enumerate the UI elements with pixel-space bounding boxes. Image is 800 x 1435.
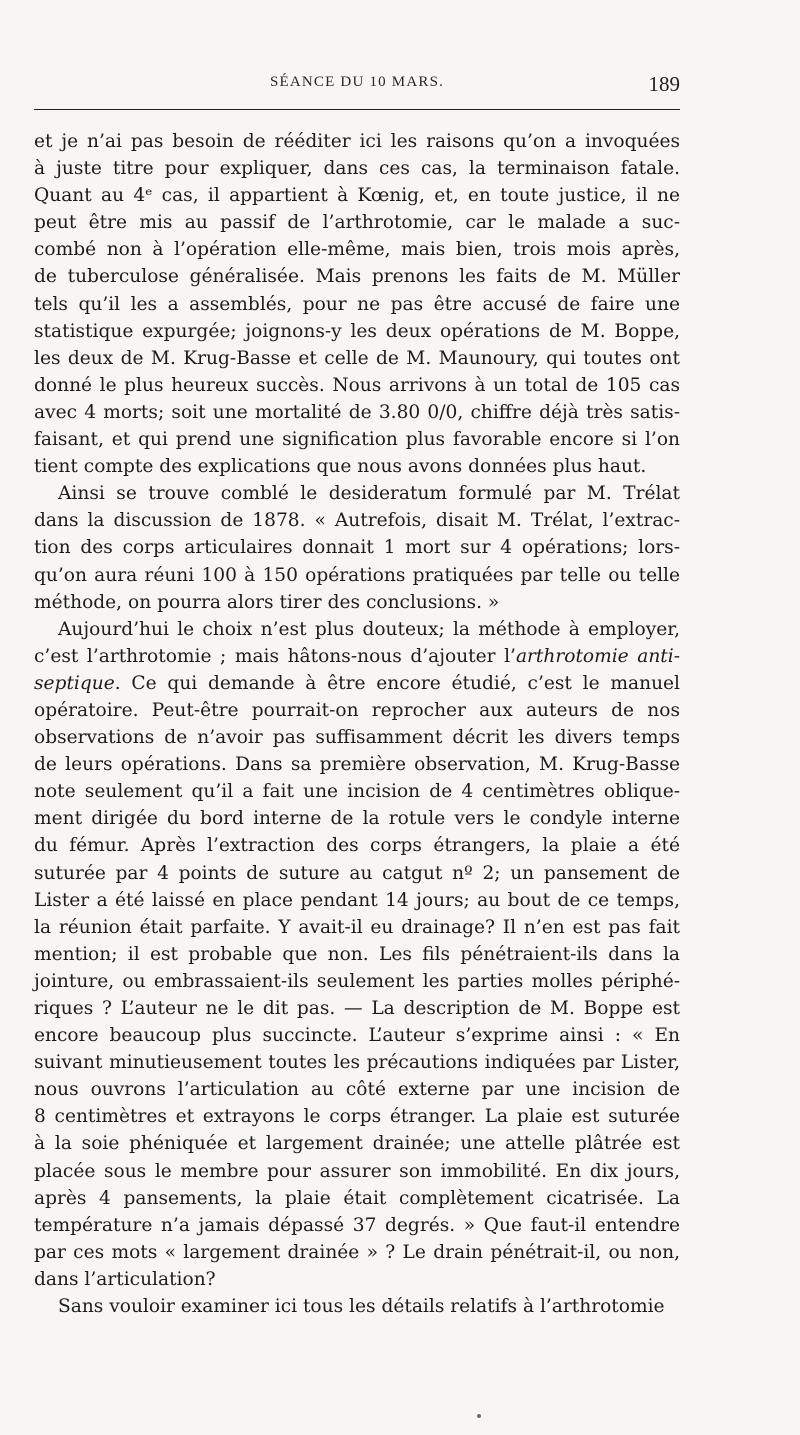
text-line: par ces mots « largement drainée » ? Le drain pénétrait-il, ou non,: [34, 1241, 680, 1263]
text-line: Quant au 4ᵉ cas, il appartient à Kœnig, et, en toute justice, il ne: [34, 185, 680, 207]
text-line: Sans vouloir examiner ici tous les détails relatifs à l’arthrotomie: [58, 1296, 665, 1318]
ink-speck-mark: [477, 1414, 481, 1418]
text-line: et je n’ai pas besoin de rééditer ici les raisons qu’on a invoquées: [34, 131, 680, 152]
text-line: encore beaucoup plus succincte. L’auteur s’exprime ainsi : « En: [34, 1025, 680, 1047]
text-line: ment dirigée du bord interne de la rotule vers le condyle interne: [34, 808, 680, 830]
text-line: c’est l’arthrotomie ; mais hâtons-nous d’ajouter l’arthrotomie anti-: [34, 645, 680, 667]
text-line: statistique expurgée; joignons-y les deux opérations de M. Boppe,: [34, 320, 680, 342]
text-line: jointure, ou embrassaient-ils seulement les parties molles périphé-: [34, 970, 680, 992]
text-line: la réunion était parfaite. Y avait-il eu drainage? Il n’en est pas fait: [34, 916, 680, 938]
text-line: Ainsi se trouve comblé le desideratum formulé par M. Trélat: [58, 483, 680, 505]
running-title: SÉANCE DU 10 MARS.: [269, 74, 445, 90]
text-line: qu’on aura réuni 100 à 150 opérations pratiquées par telle ou telle: [34, 564, 680, 586]
text-line: combé non à l’opération elle-même, mais bien, trois mois après,: [34, 239, 680, 261]
text-line: méthode, on pourra alors tirer des conclusions. »: [34, 591, 500, 613]
page-number: 189: [648, 72, 680, 96]
text-line: tels qu’il les a assemblés, pour ne pas être accusé de faire une: [34, 293, 680, 315]
text-line: du fémur. Après l’extraction des corps étrangers, la plaie a été: [34, 835, 680, 857]
text-line: suturée par 4 points de suture au catgut nº 2; un pansement de: [34, 862, 680, 884]
text-line: note seulement qu’il a fait une incision de 4 centimètres oblique-: [34, 781, 680, 803]
text-line: 8 centimètres et extrayons le corps étranger. La plaie est suturée: [34, 1106, 680, 1128]
text-line: les deux de M. Krug-Basse et celle de M. Maunoury, qui toutes ont: [34, 347, 680, 369]
text-line: de leurs opérations. Dans sa première observation, M. Krug-Basse: [34, 754, 680, 776]
text-line: riques ? L’auteur ne le dit pas. — La description de M. Boppe est: [34, 998, 680, 1019]
header-rule: [34, 109, 680, 110]
text-line: dans la discussion de 1878. « Autrefois, disait M. Trélat, l’extrac-: [34, 510, 680, 532]
text-line: observations de n’avoir pas suffisamment décrit les divers temps: [34, 727, 680, 749]
body-text: [34, 128, 680, 1320]
italic-phrase: septique: [34, 672, 115, 694]
text-line: température n’a jamais dépassé 37 degrés. » Que faut-il entendre: [34, 1214, 680, 1236]
text-line: Aujourd’hui le choix n’est plus douteux; la méthode à employer,: [58, 618, 680, 640]
text-line: dans l’articulation?: [34, 1268, 216, 1290]
italic-phrase: arthrotomie anti-: [515, 645, 680, 667]
page-header: [34, 72, 680, 100]
text-line: à juste titre pour expliquer, dans ces cas, la terminaison fatale.: [34, 158, 680, 180]
text-line: placée sous le membre pour assurer son immobilité. En dix jours,: [34, 1160, 680, 1182]
text-line: avec 4 morts; soit une mortalité de 3.80 0/0, chiffre déjà très satis-: [34, 401, 680, 423]
text-line: mention; il est probable que non. Les fils pénétraient-ils dans la: [34, 943, 680, 965]
text-line: tion des corps articulaires donnait 1 mort sur 4 opérations; lors-: [34, 537, 680, 559]
text-line: septique. Ce qui demande à être encore étudié, c’est le manuel: [34, 672, 680, 694]
text-line: nous ouvrons l’articulation au côté externe par une incision de: [34, 1079, 680, 1101]
text-line: suivant minutieusement toutes les précautions indiquées par Lister,: [34, 1052, 680, 1074]
text-line: peut être mis au passif de l’arthrotomie, car le malade a suc-: [34, 212, 680, 234]
text-line: faisant, et qui prend une signification plus favorable encore si l’on: [34, 429, 680, 451]
text-line: de tuberculose généralisée. Mais prenons les faits de M. Müller: [34, 266, 680, 288]
text-line: opératoire. Peut-être pourrait-on reprocher aux auteurs de nos: [34, 699, 680, 721]
text-line: donné le plus heureux succès. Nous arrivons à un total de 105 cas: [34, 374, 680, 396]
text-line: Lister a été laissé en place pendant 14 jours; au bout de ce temps,: [34, 889, 680, 911]
text-line: après 4 pansements, la plaie était complètement cicatrisée. La: [34, 1187, 680, 1209]
text-line: à la soie phéniquée et largement drainée; une attelle plâtrée est: [34, 1133, 680, 1155]
text-line: tient compte des explications que nous avons données plus haut.: [34, 456, 647, 478]
